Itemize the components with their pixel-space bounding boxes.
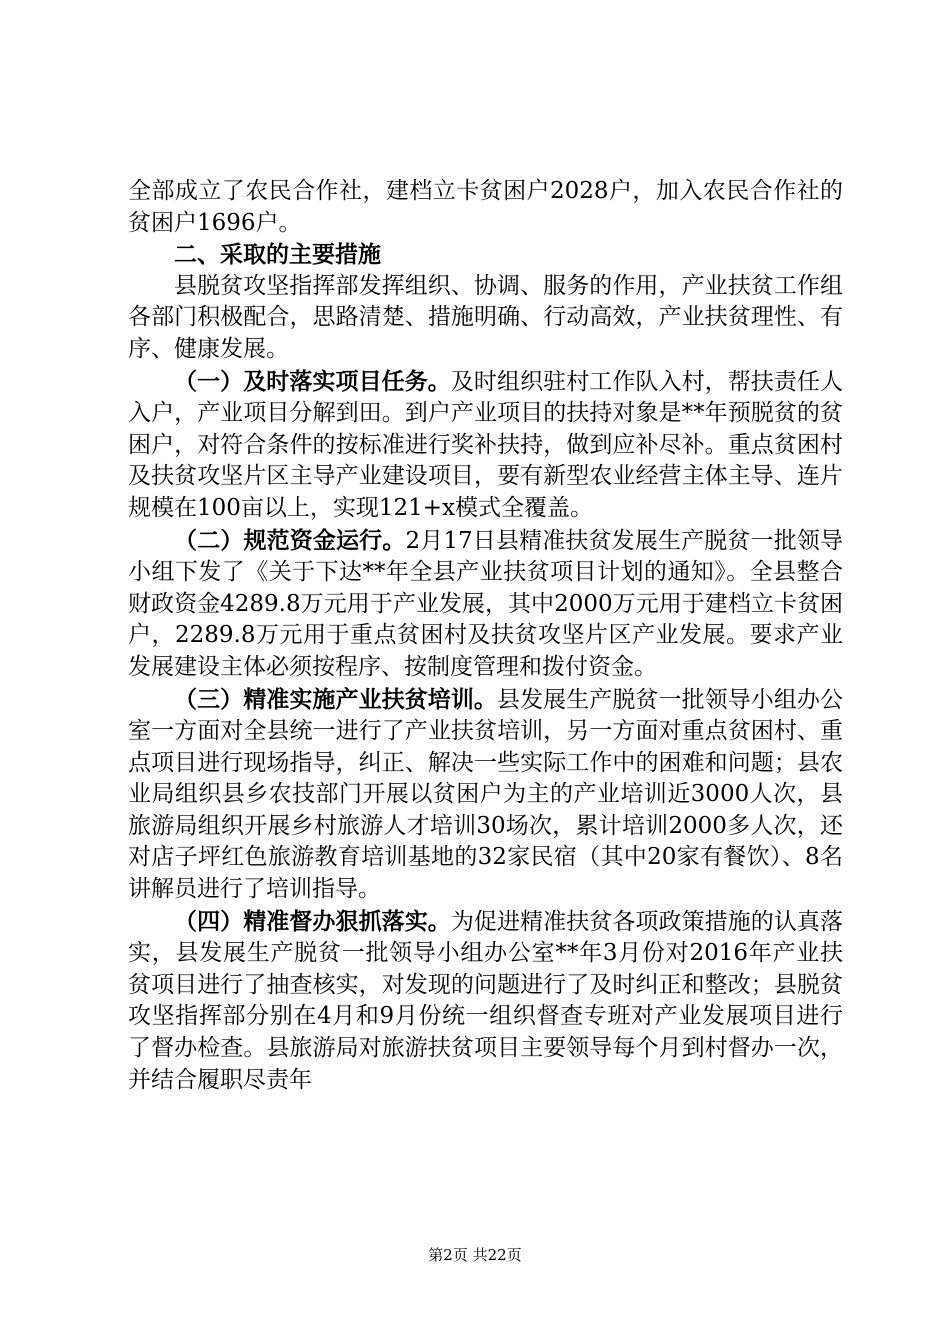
paragraph-section-2 — [128, 525, 843, 684]
section-heading-main-measures: 二、采取的主要措施 — [174, 241, 381, 269]
section-4-body: 为促进精准扶贫各项政策措施的认真落实，县发展生产脱贫一批领导小组办公室**年3月份对2016年产业扶贫项目进行了抽查核实，对发现的问题进行了及时纠正和整改；县脱贫攻坚指挥部分别在4月和9月份统一组织督查专班对产业发展项目进行了督办检查。县旅游局对旅游扶贫项目主要领导每个月到村督办一次，并结合履职尽责年 — [128, 908, 844, 1093]
paragraph-section-3 — [128, 684, 843, 906]
section-2-body: 2月17日县精准扶贫发展生产脱贫一批领导小组下发了《关于下达**年全县产业扶贫项目计划的通知》。全县整合财政资金4289.8万元用于产业发展，其中2000万元用于建档立卡贫困户，2289.8万元用于重点贫困村及扶贫攻坚片区产业发展。要求产业发展建设主体必须按程序、按制度管理和拨付资金。 — [128, 527, 844, 680]
section-4-lead: （四）精准督办狠抓落实。 — [174, 907, 451, 935]
paragraph-overview: 县脱贫攻坚指挥部发挥组织、协调、服务的作用，产业扶贫工作组各部门积极配合，思路清楚、措施明确、行动高效，产业扶贫理性、有序、健康发展。 — [128, 272, 843, 362]
section-3-lead: （三）精准实施产业扶贫培训。 — [174, 685, 497, 713]
section-2-lead: （二）规范资金运行。 — [174, 526, 406, 554]
section-3-body: 县发展生产脱贫一批领导小组办公室一方面对全县统一进行了产业扶贫培训，另一方面对重点贫困村、重点项目进行现场指导，纠正、解决一些实际工作中的困难和问题；县农业局组织县乡农技部门开展以贫困户为主的产业培训近3000人次，县旅游局组织开展乡村旅游人才培训30场次，累计培训2000多人次，还对店子坪红色旅游教育培训基地的32家民宿（其中20家有餐饮）、8名讲解员进行了培训指导。 — [128, 686, 844, 903]
section-1-body: 及时组织驻村工作队入村，帮扶责任人入户，产业项目分解到田。到户产业项目的扶持对象是**年预脱贫的贫困户，对符合条件的按标准进行奖补扶持，做到应补尽补。重点贫困村及扶贫攻坚片区主导产业建设项目，要有新型农业经营主体主导、连片规模在100亩以上，实现121+x模式全覆盖。 — [128, 368, 844, 521]
paragraph-cooperatives: 全部成立了农民合作社，建档立卡贫困户2028户，加入农民合作社的贫困户1696户。 — [128, 178, 843, 236]
document-body — [128, 176, 843, 1096]
paragraph-section-4 — [128, 906, 843, 1097]
section-1-lead: （一）及时落实项目任务。 — [174, 367, 451, 395]
page-number-footer: 第2页 共22页 — [428, 1246, 522, 1264]
paragraph-section-1 — [128, 366, 843, 525]
